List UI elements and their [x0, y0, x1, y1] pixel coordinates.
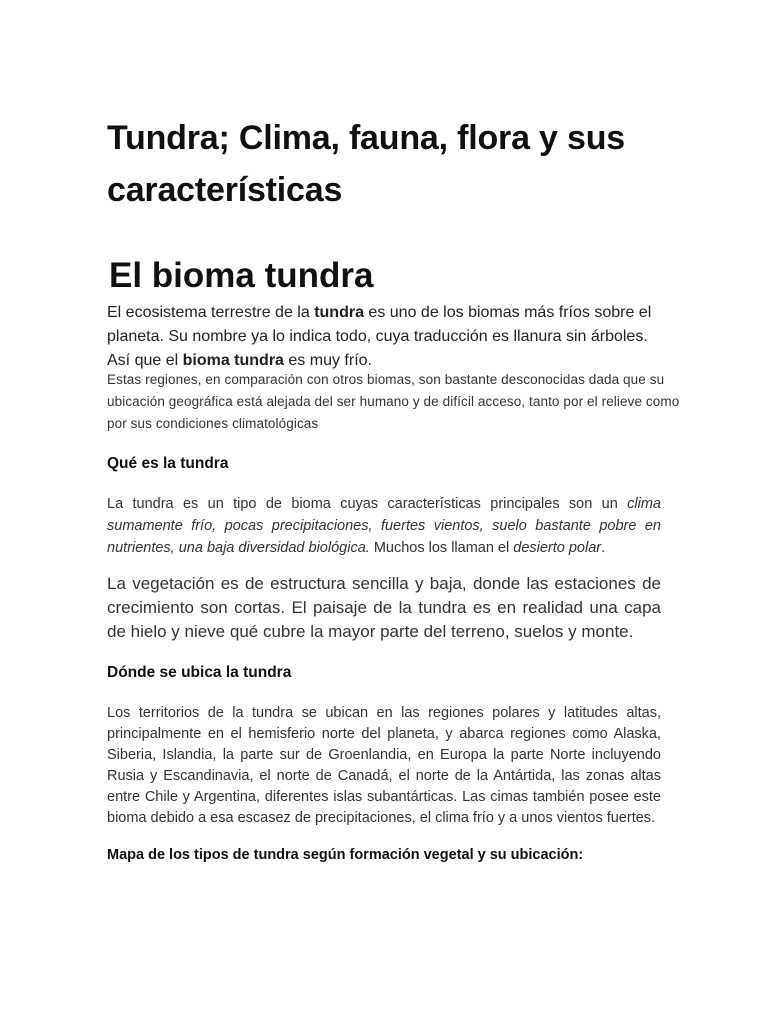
intro-paragraph [107, 301, 667, 373]
def-text-1: La tundra es un tipo de bioma cuyas características principales son un [107, 496, 628, 512]
def-italic-characteristics: clima sumamente frío, pocas precipitaciones, fuertes vientos, suelo bastante pobre en nutrientes, una baja diversidad biológica. [107, 496, 661, 556]
def-text-2: Muchos los llaman el [369, 540, 514, 556]
keyword-tundra: tundra [314, 304, 364, 321]
heading-mapa: Mapa de los tipos de tundra según formación vegetal y su ubicación: [107, 847, 584, 863]
section-heading: El bioma tundra [109, 256, 374, 295]
heading-que-es: Qué es la tundra [107, 455, 229, 472]
keyword-biomas: biomas [468, 304, 520, 321]
location-paragraph: Los territorios de la tundra se ubican en las regiones polares y latitudes altas, principalmente en el hemisferio norte del planeta, y abarca regiones como Alaska, Siberia, Islandia, la parte sur de Groenlandia, en Europa la parte Norte incluyendo Rusia y Escandinavia, el norte de Canadá, el norte de la Antártida, las zonas altas entre Chile y Argentina, diferentes islas subantárticas. Las cimas también posee este bioma debido a esa escasez de precipitaciones, el clima frío y a unos vientos fuertes. [107, 705, 661, 826]
intro-text-1: El ecosistema terrestre de la [107, 304, 315, 321]
intro-paragraph-2: Estas regiones, en comparación con otros biomas, son bastante desconocidas dada que su ubicación geográfica está alejada del ser humano y de difícil acceso, tanto por el relieve como por sus condiciones climatológicas [107, 372, 680, 431]
vegetation-paragraph: La vegetación es de estructura sencilla y baja, donde las estaciones de crecimiento son cortas. El paisaje de la tundra es en realidad una capa de hielo y nieve qué cubre la mayor parte del terreno, suelos y monte. [107, 574, 661, 641]
def-italic-desierto-polar: desierto polar [513, 540, 602, 556]
intro-text-3: más fríos sobre el planeta. Su nombre ya lo indica todo, cuya traducción es llanura sin árboles. Así que el [107, 304, 652, 369]
page-title: Tundra; Clima, fauna, flora y sus características [107, 119, 625, 209]
definition-paragraph [107, 493, 661, 559]
intro-text-4: es muy frío. [283, 352, 372, 369]
heading-donde: Dónde se ubica la tundra [107, 664, 292, 681]
def-text-3: . [601, 540, 606, 556]
intro-text-2: es uno de los [363, 304, 469, 321]
keyword-bioma-tundra: bioma tundra [182, 352, 284, 369]
